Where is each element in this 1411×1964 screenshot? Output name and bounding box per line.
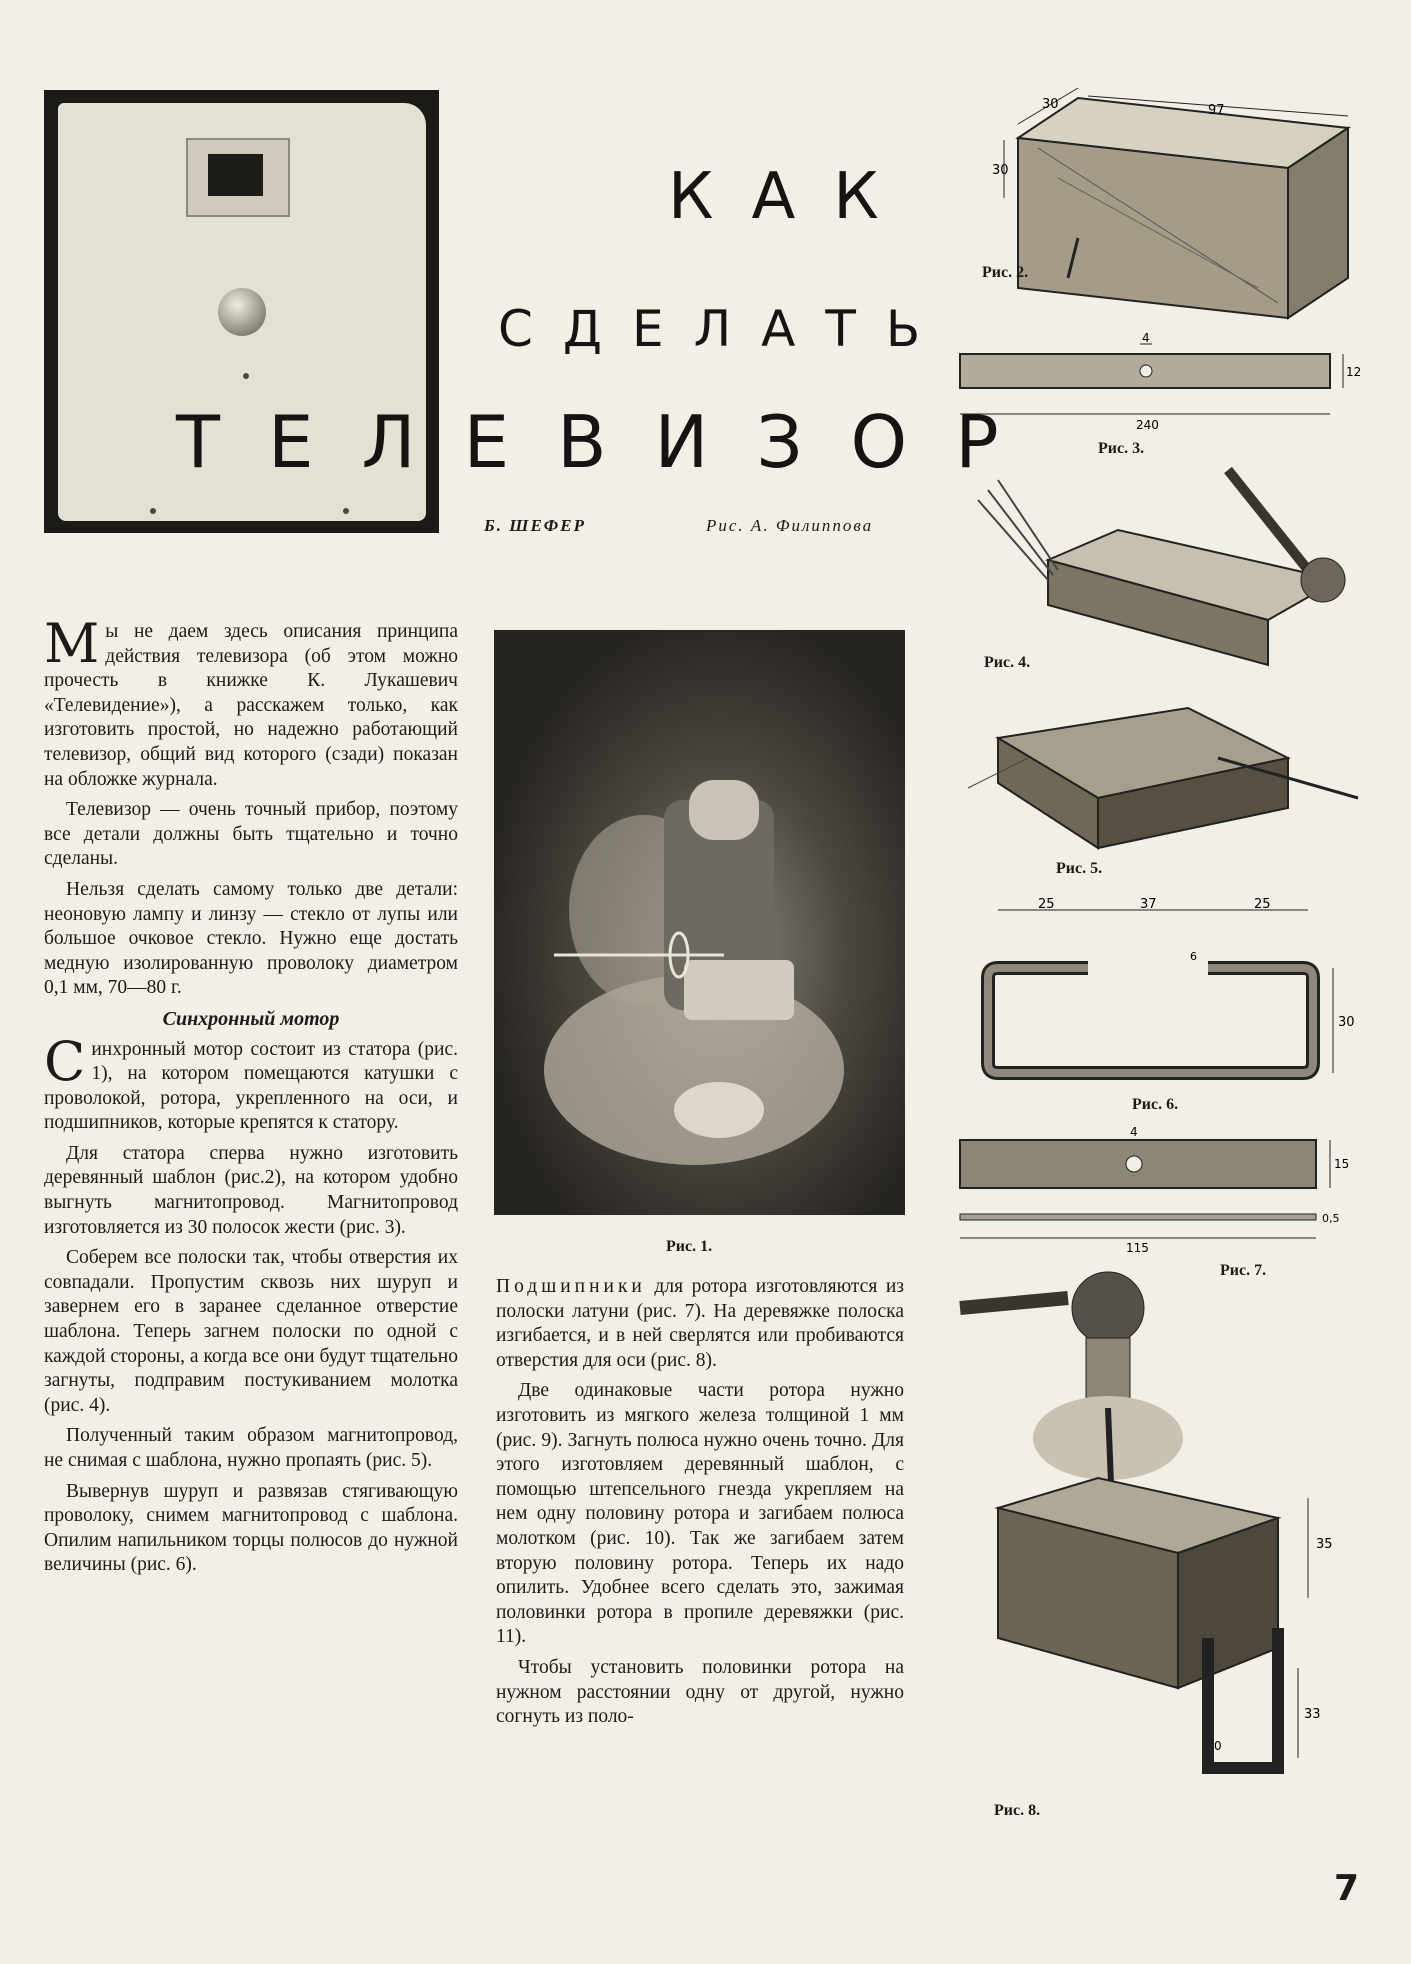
figure-2-caption: Рис. 2. — [982, 264, 1029, 281]
screw — [243, 373, 249, 379]
title-line-1: КАК — [668, 160, 917, 234]
dimension-label: 240 — [1136, 418, 1159, 432]
motor-in-hand-illustration — [494, 630, 905, 1215]
title-line-3: ТЕЛЕВИЗОР — [176, 400, 1047, 484]
drop-cap: С — [44, 1029, 86, 1093]
title-line-2: СДЕЛАТЬ — [498, 300, 951, 358]
paragraph: Мы не даем здесь описания принципа действия телевизора (об этом можно прочесть в книжке К. Лукашевич «Телевидение»), а расскажем только, как изготовить простой, но надежно работающий телевизор, общий вид которого (сзади) показан на обложке журнала. — [44, 612, 458, 790]
dimension-label: 30 — [1338, 1015, 1355, 1030]
paragraph: Для статора сперва нужно изготовить деревянный шаблон (рис.2), на котором удобно выгнуть магнитопровод. Магнитопровод изготовляется из 30 полосок жести (рис. 3). — [44, 1142, 458, 1238]
knob — [218, 288, 266, 336]
dimension-label: 6 — [1190, 950, 1197, 963]
dimension-label: 4 — [1142, 331, 1150, 345]
dimension-label: 97 — [1208, 103, 1225, 118]
paragraph: Вывернув шуруп и развязав стягивающую проволоку, снимем магнитопровод с шаблона. Опилим напильником торцы полюсов до нужной величины (рис. 6). — [44, 1480, 458, 1576]
paragraph: Соберем все полоски так, чтобы отверстия их совпадали. Пропустим сквозь них шуруп и завернем его в заранее сделанное отверстие шаблона. Теперь загнем полоски по одной с каждой стороны, а когда все они будут тщательно загнуты, подправим постукиванием молотка (рис. 4). — [44, 1247, 458, 1416]
article-column-1 — [44, 612, 458, 1584]
paragraph: Две одинаковые части ротора нужно изготовить из мягкого железа толщиной 1 мм (рис. 9). Загнуть полюса нужно очень точно. Для этого изготовляем деревянный шаблон, с помощью штепсельного гнезда укрепляем на нем одну половину ротора и загибаем полюса молотком (рис. 10). Так же загибаем затем вторую половину ротора. Теперь их надо опилить. Удобнее всего сделать это, зажимая половинки ротора в пропиле деревяжки (рис. 11). — [496, 1380, 904, 1648]
dimension-label: 33 — [1304, 1707, 1321, 1722]
drop-cap: М — [44, 612, 100, 675]
paragraph: Телевизор — очень точный прибор, поэтому все детали должны быть тщательно и точно сделаны. — [44, 799, 458, 870]
dimension-label: 0,5 — [1322, 1212, 1340, 1225]
dimension-label: 37 — [1140, 897, 1157, 912]
article-column-2 — [496, 1275, 904, 1736]
figure-4-caption: Рис. 4. — [984, 654, 1031, 671]
illustrator: Рис. А. Филиппова — [706, 516, 874, 535]
paragraph: Чтобы установить половинки ротора на нужном расстоянии одну от другой, нужно согнуть из поло- — [496, 1656, 904, 1728]
figure-3-caption: Рис. 3. — [1098, 440, 1145, 457]
screw — [150, 508, 156, 514]
figure-7-drawing — [958, 1126, 1358, 1256]
figure-6-drawing — [958, 898, 1358, 1098]
dimension-label: 25 — [1254, 897, 1271, 912]
dimension-label: 12 — [1346, 365, 1362, 379]
author: Б. ШЕФЕР — [484, 516, 586, 535]
screw — [343, 508, 349, 514]
figure-6-caption: Рис. 6. — [1132, 1096, 1179, 1113]
figure-3-drawing — [958, 330, 1362, 432]
dimension-label: 25 — [1038, 897, 1055, 912]
figure-8-drawing — [958, 1268, 1358, 1798]
figure-5-caption: Рис. 5. — [1056, 860, 1103, 877]
figure-7-caption: Рис. 7. — [1220, 1262, 1267, 1279]
figure-5-drawing — [958, 668, 1358, 868]
figure-2-drawing — [958, 88, 1358, 328]
paragraph: Нельзя сделать самому только две детали: неоновую лампу и линзу — стекло от лупы или большое очковое стекло. Нужно еще достать медную изолированную проволоку диаметром 0,1 мм, 70—80 г. — [44, 878, 458, 999]
dimension-label: 15 — [1334, 1157, 1350, 1171]
lens-opening — [208, 154, 263, 196]
lens-window — [186, 138, 290, 217]
page-number: 7 — [1334, 1868, 1360, 1909]
dimension-label: 0 — [1214, 1739, 1222, 1753]
dimension-label: 30 — [992, 163, 1009, 178]
dimension-label: 30 — [1042, 97, 1059, 112]
figure-1-photo — [494, 630, 905, 1215]
dimension-label: 35 — [1316, 1537, 1333, 1552]
paragraph: Подшипники для ротора изготовляются из полоски латуни (рис. 7). На деревяжке полоска изгибается, и в ней сверлятся или пробиваются отверстия для оси (рис. 8). — [496, 1276, 904, 1371]
figure-8-caption: Рис. 8. — [994, 1802, 1041, 1819]
figure-1-caption: Рис. 1. — [666, 1238, 713, 1255]
dimension-label: 115 — [1126, 1241, 1149, 1255]
section-heading: Синхронный мотор — [162, 1007, 340, 1030]
paragraph: Полученный таким образом магнитопровод, не снимая с шаблона, нужно пропаять (рис. 5). — [44, 1425, 458, 1471]
paragraph: Синхронный мотор состоит из статора (рис. 1), на котором помещаются катушки с проволокой, ротора, укрепленного на оси, и подшипников, которые крепятся к статору. — [44, 1029, 458, 1134]
dimension-label: 4 — [1130, 1125, 1138, 1139]
